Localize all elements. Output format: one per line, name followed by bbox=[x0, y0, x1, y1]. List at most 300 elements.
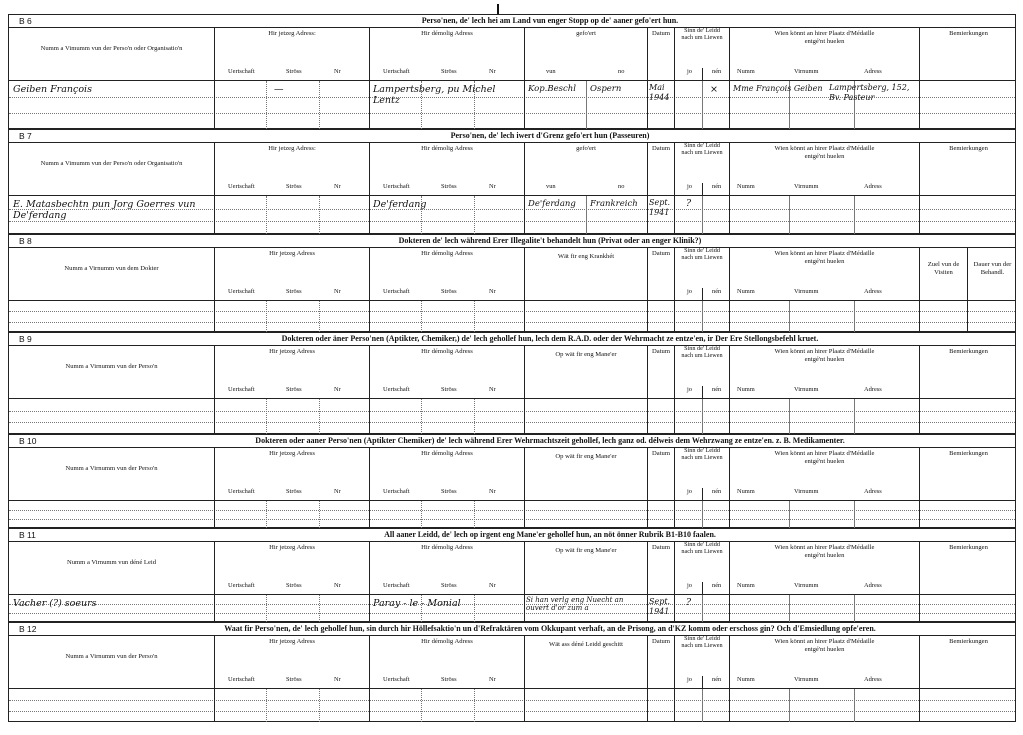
sub-label-uertschaft: Uertschaft bbox=[228, 582, 255, 589]
entry-from: De'ferdang bbox=[528, 199, 576, 209]
column-divider bbox=[369, 689, 370, 722]
sub-label-numm: Numm bbox=[737, 288, 755, 295]
entry-name: E. Matasbechtn pun Jorg Goerres vun De'ferdang bbox=[13, 199, 196, 221]
sub-label-uertschaft: Uertschaft bbox=[383, 68, 410, 75]
sub-label-stross: Ströss bbox=[441, 183, 457, 190]
sub-column-divider bbox=[789, 399, 790, 434]
sub-column-divider bbox=[421, 301, 422, 332]
column-divider bbox=[214, 689, 215, 722]
sub-column-divider bbox=[789, 196, 790, 234]
sub-label-stross: Ströss bbox=[441, 386, 457, 393]
yes-no-divider bbox=[702, 582, 703, 594]
column-detail bbox=[524, 27, 647, 80]
table-row[interactable] bbox=[9, 711, 1015, 722]
sub-label-numm: Numm bbox=[737, 676, 755, 683]
column-divider bbox=[729, 301, 730, 332]
questionnaire-page bbox=[8, 14, 1016, 722]
column-date bbox=[647, 541, 674, 594]
sub-label-numm: Numm bbox=[737, 68, 755, 75]
sub-column-divider bbox=[474, 595, 475, 622]
section-code: B 6 bbox=[19, 16, 32, 26]
column-divider bbox=[369, 501, 370, 528]
column-remarks-label: Bemierkungen bbox=[949, 638, 988, 645]
section-title: Perso'nen, de' lech hei am Land vun enger Stopp op de' aaner gefo'ert hun. bbox=[421, 16, 679, 25]
sub-column-divider bbox=[266, 689, 267, 722]
table-row[interactable] bbox=[9, 613, 1015, 622]
column-divider bbox=[524, 595, 525, 622]
section-code: B 8 bbox=[19, 236, 32, 246]
section-title: Perso'nen, de' lech iwert d'Grenz gefo'ert hun (Passeuren) bbox=[450, 131, 650, 140]
sub-column-divider bbox=[586, 196, 587, 234]
column-date-label: Datum bbox=[652, 30, 670, 37]
column-divider bbox=[729, 399, 730, 434]
column-divider bbox=[729, 81, 730, 129]
column-divider bbox=[214, 81, 215, 129]
section-code: B 9 bbox=[19, 334, 32, 344]
column-date bbox=[647, 27, 674, 80]
column-divider bbox=[369, 399, 370, 434]
section-code: B 10 bbox=[19, 436, 37, 446]
column-detail-label: Op wät fir eng Mane'er bbox=[555, 453, 617, 460]
column-medal-recipient-label: Wien könnt an hirer Plaatz d'Médaille entgé'nt huelen bbox=[774, 145, 875, 160]
sub-column-divider bbox=[319, 399, 320, 434]
section-title: All aaner Leidd, de' lech op irgent eng Mane'er gehollef hun, an nöt önner Rubrik B1-B10 faalen. bbox=[384, 530, 716, 539]
sub-label-nen: nén bbox=[712, 488, 722, 495]
sub-label-nr: Nr bbox=[489, 183, 496, 190]
column-remarks-label: Bemierkungen bbox=[949, 145, 988, 152]
sub-column-divider bbox=[702, 301, 703, 332]
sub-label-uertschaft: Uertschaft bbox=[383, 676, 410, 683]
column-medal-recipient-label: Wien könnt an hirer Plaatz d'Médaille entgé'nt huelen bbox=[774, 250, 875, 265]
column-divider bbox=[214, 196, 215, 234]
column-header-row bbox=[9, 541, 1015, 594]
sub-label-virnumm: Virnumm bbox=[794, 68, 819, 75]
column-remarks bbox=[919, 142, 1017, 195]
sub-label-nr: Nr bbox=[489, 488, 496, 495]
column-medal-recipient bbox=[729, 447, 919, 500]
sub-label-stross: Ströss bbox=[286, 183, 302, 190]
column-remarks bbox=[919, 27, 1017, 80]
column-header-row bbox=[9, 345, 1015, 398]
column-detail bbox=[524, 447, 647, 500]
column-divider bbox=[674, 301, 675, 332]
column-medal-recipient bbox=[729, 345, 919, 398]
column-detail-label: Op wät fir eng Mane'er bbox=[555, 547, 617, 554]
sub-label-adress: Adress bbox=[864, 183, 882, 190]
sub-column-divider bbox=[421, 689, 422, 722]
column-divider bbox=[369, 196, 370, 234]
table-row[interactable] bbox=[9, 519, 1015, 528]
sub-column-divider bbox=[474, 196, 475, 234]
column-detail-label: gefo'ert bbox=[576, 145, 596, 152]
sub-label-nen: nén bbox=[712, 582, 722, 589]
column-medal-recipient bbox=[729, 142, 919, 195]
sub-label-stross: Ströss bbox=[286, 582, 302, 589]
sub-label-nen: nén bbox=[712, 676, 722, 683]
sub-column-divider bbox=[854, 301, 855, 332]
sub-column-divider bbox=[319, 595, 320, 622]
column-name bbox=[9, 447, 214, 500]
column-current-address-label: Hir jetzeg Adress bbox=[269, 250, 315, 257]
entry-former-address: Lampertsberg, pu Michel Lentz bbox=[373, 84, 496, 106]
sub-label-nr: Nr bbox=[489, 582, 496, 589]
entry-rows bbox=[9, 80, 1015, 129]
sub-label-uertschaft: Uertschaft bbox=[383, 488, 410, 495]
column-divider bbox=[919, 595, 920, 622]
sub-column-divider bbox=[854, 689, 855, 722]
sub-label-nr: Nr bbox=[334, 68, 341, 75]
sub-column-divider bbox=[474, 689, 475, 722]
column-medal-recipient bbox=[729, 27, 919, 80]
sub-column-divider bbox=[319, 81, 320, 129]
sub-label-nen: nén bbox=[712, 68, 722, 75]
sub-label-adress: Adress bbox=[864, 488, 882, 495]
sub-label-uertschaft: Uertschaft bbox=[228, 68, 255, 75]
column-former-address-label: Hir démolig Adress bbox=[421, 348, 473, 355]
section-title: Dokteren de' lech während Erer Illegalite't behandelt hun (Privat oder an enger Klinik?) bbox=[398, 236, 702, 245]
sub-label-uertschaft: Uertschaft bbox=[383, 183, 410, 190]
sub-label-uertschaft: Uertschaft bbox=[228, 288, 255, 295]
column-remarks bbox=[919, 345, 1017, 398]
section-b-7 bbox=[8, 129, 1016, 234]
sub-label-jo: jo bbox=[687, 183, 692, 190]
sub-label-uertschaft: Uertschaft bbox=[228, 386, 255, 393]
sub-label-stross: Ströss bbox=[441, 676, 457, 683]
sub-column-divider bbox=[474, 301, 475, 332]
column-date-label: Datum bbox=[652, 145, 670, 152]
column-date-label: Datum bbox=[652, 638, 670, 645]
column-divider bbox=[919, 399, 920, 434]
column-name bbox=[9, 27, 214, 80]
column-medal-recipient-label: Wien könnt an hirer Plaatz d'Médaille entgé'nt huelen bbox=[774, 30, 875, 45]
sub-label-virnumm: Virnumm bbox=[794, 183, 819, 190]
sub-label-vun: vun bbox=[546, 183, 556, 190]
sub-label-adress: Adress bbox=[864, 676, 882, 683]
column-medal-recipient-label: Wien könnt an hirer Plaatz d'Médaille entgé'nt huelen bbox=[774, 348, 875, 363]
sub-label-numm: Numm bbox=[737, 386, 755, 393]
section-code: B 12 bbox=[19, 624, 37, 634]
column-name-label: Numm a Vimumm vun der Perso'n oder Organisatio'n bbox=[40, 160, 183, 167]
column-medal-recipient-label: Wien könnt an hirer Plaatz d'Médaille entgé'nt huelen bbox=[774, 450, 875, 465]
column-former-address-label: Hir démolig Adress bbox=[421, 638, 473, 645]
column-remarks bbox=[919, 447, 1017, 500]
column-divider bbox=[674, 399, 675, 434]
sub-column-divider bbox=[474, 399, 475, 434]
column-medal-recipient-label: Wien könnt an hirer Plaatz d'Médaille entgé'nt huelen bbox=[774, 638, 875, 653]
sub-label-adress: Adress bbox=[864, 386, 882, 393]
column-date bbox=[647, 247, 674, 300]
column-remarks-label: Bemierkungen bbox=[949, 450, 988, 457]
column-divider bbox=[214, 501, 215, 528]
table-row[interactable] bbox=[9, 322, 1015, 332]
column-name-label: Numm a Virnumm vun déné Leid bbox=[66, 559, 157, 566]
table-row[interactable] bbox=[9, 422, 1015, 434]
column-still-alive-label: Sinn de' Leidd nach um Liewen bbox=[681, 447, 723, 461]
column-divider bbox=[919, 196, 920, 234]
sub-column-divider bbox=[702, 81, 703, 129]
sub-column-divider bbox=[854, 595, 855, 622]
column-header-row bbox=[9, 27, 1015, 80]
sub-label-uertschaft: Uertschaft bbox=[383, 288, 410, 295]
column-former-address-label: Hir démolig Adress bbox=[421, 145, 473, 152]
sub-label-adress: Adress bbox=[864, 582, 882, 589]
sub-label-nr: Nr bbox=[334, 488, 341, 495]
column-divider bbox=[647, 501, 648, 528]
sub-label-stross: Ströss bbox=[286, 676, 302, 683]
column-medal-recipient-label: Wien könnt an hirer Plaatz d'Médaille entgé'nt huelen bbox=[774, 544, 875, 559]
sub-label-nr: Nr bbox=[489, 676, 496, 683]
column-name bbox=[9, 345, 214, 398]
sub-column-divider bbox=[421, 399, 422, 434]
entry-rows bbox=[9, 300, 1015, 332]
sub-label-stross: Ströss bbox=[286, 288, 302, 295]
column-date bbox=[647, 142, 674, 195]
sub-label-stross: Ströss bbox=[286, 68, 302, 75]
sub-label-stross: Ströss bbox=[441, 582, 457, 589]
yes-no-divider bbox=[702, 183, 703, 195]
sub-label-adress: Adress bbox=[864, 288, 882, 295]
column-divider bbox=[647, 595, 648, 622]
section-b-12 bbox=[8, 622, 1016, 722]
sub-column-divider bbox=[266, 595, 267, 622]
sub-label-vun: vun bbox=[546, 68, 556, 75]
sub-column-divider bbox=[702, 196, 703, 234]
column-date bbox=[647, 345, 674, 398]
column-date bbox=[647, 447, 674, 500]
column-remarks-label: Bemierkungen bbox=[949, 544, 988, 551]
section-code: B 11 bbox=[19, 530, 36, 540]
sub-label-nr: Nr bbox=[334, 676, 341, 683]
column-date-label: Datum bbox=[652, 544, 670, 551]
sub-column-divider bbox=[702, 399, 703, 434]
entry-date: Mai 1944 bbox=[649, 83, 670, 102]
column-header-row bbox=[9, 635, 1015, 688]
column-divider bbox=[524, 501, 525, 528]
sub-column-divider bbox=[702, 689, 703, 722]
section-b-10 bbox=[8, 434, 1016, 528]
sub-label-nr: Nr bbox=[489, 288, 496, 295]
column-divider bbox=[647, 81, 648, 129]
sub-column-divider bbox=[266, 399, 267, 434]
column-former-address-label: Hir démolig Adress bbox=[421, 30, 473, 37]
column-divider bbox=[647, 196, 648, 234]
column-current-address-label: Hir jetzeg Adress bbox=[269, 348, 315, 355]
sub-label-jo: jo bbox=[687, 676, 692, 683]
sub-label-stross: Ströss bbox=[286, 488, 302, 495]
sub-label-uertschaft: Uertschaft bbox=[383, 582, 410, 589]
sub-label-virnumm: Virnumm bbox=[794, 488, 819, 495]
entry-to: Frankreich bbox=[590, 199, 638, 209]
column-duration-label: Dauer vun der Behandl. bbox=[973, 261, 1012, 276]
entry-name: Vacher (?) soeurs bbox=[13, 598, 97, 609]
column-divider bbox=[647, 301, 648, 332]
column-name bbox=[9, 635, 214, 688]
column-medal-recipient bbox=[729, 635, 919, 688]
entry-rows bbox=[9, 688, 1015, 722]
section-b-6 bbox=[8, 14, 1016, 129]
column-detail-label: Op wät fir eng Mane'er bbox=[555, 351, 617, 358]
sub-column-divider bbox=[319, 501, 320, 528]
column-divider bbox=[729, 689, 730, 722]
sub-column-divider bbox=[789, 301, 790, 332]
yes-no-divider bbox=[702, 288, 703, 300]
table-row[interactable] bbox=[9, 113, 1015, 129]
sub-label-nen: nén bbox=[712, 183, 722, 190]
column-visits bbox=[919, 247, 967, 300]
sub-label-adress: Adress bbox=[864, 68, 882, 75]
column-detail-label: gefo'ert bbox=[576, 30, 596, 37]
column-detail-label: Wät ass déné Leidd geschitt bbox=[549, 641, 623, 648]
column-current-address-label: Hir jetzeg Adress bbox=[269, 544, 315, 551]
column-remarks-label: Bemierkungen bbox=[949, 348, 988, 355]
column-date-label: Datum bbox=[652, 348, 670, 355]
entry-medal-name: Mme François Geiben bbox=[733, 84, 823, 93]
column-still-alive-label: Sinn de' Leidd nach um Liewen bbox=[681, 345, 723, 359]
section-title: Dokteren oder äner Perso'nen (Aptikter, Chemiker,) de' lech gehollef hun, lech dem R.A.D. oder der Wehrmacht ze entze'en, ir Der Ere Stellongsbefehl kruet. bbox=[281, 334, 819, 343]
column-current-address-label: Hir jetzeg Adress: bbox=[268, 145, 316, 152]
column-divider bbox=[674, 501, 675, 528]
sub-label-nr: Nr bbox=[334, 582, 341, 589]
sub-column-divider bbox=[586, 81, 587, 129]
column-date-label: Datum bbox=[652, 450, 670, 457]
column-name bbox=[9, 247, 214, 300]
yes-no-divider bbox=[702, 488, 703, 500]
column-date-label: Datum bbox=[652, 250, 670, 257]
column-name-label: Numm a Virnumm vun dem Dokter bbox=[64, 265, 159, 272]
column-divider bbox=[524, 301, 525, 332]
column-still-alive-label: Sinn de' Leidd nach um Liewen bbox=[681, 27, 723, 41]
column-name-label: Numm a Virnumm vun der Perso'n bbox=[65, 363, 158, 370]
sub-column-divider bbox=[702, 595, 703, 622]
sub-label-uertschaft: Uertschaft bbox=[383, 386, 410, 393]
yes-no-divider bbox=[702, 386, 703, 398]
column-date bbox=[647, 635, 674, 688]
column-name bbox=[9, 541, 214, 594]
sub-column-divider bbox=[266, 81, 267, 129]
section-b-8 bbox=[8, 234, 1016, 332]
sub-column-divider bbox=[319, 689, 320, 722]
column-still-alive-label: Sinn de' Leidd nach um Liewen bbox=[681, 635, 723, 649]
entry-rows bbox=[9, 195, 1015, 234]
column-divider bbox=[214, 595, 215, 622]
sub-label-jo: jo bbox=[687, 488, 692, 495]
sub-label-no: no bbox=[618, 68, 625, 75]
sub-column-divider bbox=[266, 301, 267, 332]
column-divider bbox=[647, 689, 648, 722]
section-b-11 bbox=[8, 528, 1016, 622]
entry-medal-address: Lampertsberg, 152, Bv. Pasteur bbox=[829, 83, 910, 102]
column-name bbox=[9, 142, 214, 195]
sub-label-jo: jo bbox=[687, 386, 692, 393]
sub-column-divider bbox=[789, 501, 790, 528]
sub-label-stross: Ströss bbox=[441, 488, 457, 495]
sub-column-divider bbox=[854, 501, 855, 528]
column-still-alive-label: Sinn de' Leidd nach um Liewen bbox=[681, 142, 723, 156]
entry-to: Ospern bbox=[590, 84, 622, 94]
entry-yes: ? bbox=[686, 597, 692, 608]
sub-column-divider bbox=[421, 501, 422, 528]
table-row[interactable] bbox=[9, 221, 1015, 234]
column-medal-recipient bbox=[729, 247, 919, 300]
column-remarks bbox=[919, 635, 1017, 688]
sub-column-divider bbox=[854, 399, 855, 434]
sub-column-divider bbox=[854, 196, 855, 234]
sub-column-divider bbox=[789, 689, 790, 722]
column-divider bbox=[729, 595, 730, 622]
column-duration bbox=[967, 247, 1017, 300]
column-current-address-label: Hir jetzeg Adress: bbox=[268, 30, 316, 37]
sub-label-numm: Numm bbox=[737, 183, 755, 190]
column-divider bbox=[524, 399, 525, 434]
column-name-label: Numm a Virnumm vun der Perso'n bbox=[65, 653, 158, 660]
sub-column-divider bbox=[702, 501, 703, 528]
column-divider bbox=[524, 196, 525, 234]
sub-label-virnumm: Virnumm bbox=[794, 288, 819, 295]
column-divider bbox=[967, 301, 968, 332]
sub-label-nr: Nr bbox=[334, 386, 341, 393]
sub-column-divider bbox=[319, 301, 320, 332]
sub-column-divider bbox=[266, 501, 267, 528]
column-divider bbox=[369, 81, 370, 129]
entry-rows bbox=[9, 500, 1015, 528]
sub-label-jo: jo bbox=[687, 288, 692, 295]
entry-name: Geiben François bbox=[13, 84, 92, 95]
column-divider bbox=[674, 689, 675, 722]
column-header-row bbox=[9, 447, 1015, 500]
column-divider bbox=[369, 595, 370, 622]
sub-label-jo: jo bbox=[687, 68, 692, 75]
column-still-alive-label: Sinn de' Leidd nach um Liewen bbox=[681, 247, 723, 261]
sub-label-no: no bbox=[618, 183, 625, 190]
column-former-address-label: Hir démolig Adress bbox=[421, 544, 473, 551]
entry-date: Sept. 1941 bbox=[649, 597, 671, 616]
sub-label-stross: Ströss bbox=[286, 386, 302, 393]
sub-label-nr: Nr bbox=[334, 183, 341, 190]
entry-from: Kop.Beschl bbox=[528, 84, 576, 94]
section-code: B 7 bbox=[19, 131, 32, 141]
entry-no: × bbox=[710, 84, 718, 95]
column-current-address-label: Hir jetzeg Adress bbox=[269, 638, 315, 645]
entry-rows bbox=[9, 398, 1015, 434]
column-former-address-label: Hir démolig Adress bbox=[421, 250, 473, 257]
section-title: Waat fir Perso'nen, de' lech gehollef hun, sin durch hir Höllefsaktio'n un d'Refraktären vom Okkupant verhaft, an de Prisong, an d'KZ komm oder erschoss gin? Och d'Emsiedlung opfe'eren. bbox=[224, 624, 876, 633]
sub-label-uertschaft: Uertschaft bbox=[228, 488, 255, 495]
sub-column-divider bbox=[266, 196, 267, 234]
column-remarks-label: Bemierkungen bbox=[949, 30, 988, 37]
column-divider bbox=[729, 196, 730, 234]
sub-label-virnumm: Virnumm bbox=[794, 386, 819, 393]
section-title: Dokteren oder aaner Perso'nen (Aptikter Chemiker) de' lech während Erer Wehrmachtszeit gehollef, lech ganz od. délweis dem Wehrzwang ze entze'en. z. B. Medikamenter. bbox=[255, 436, 845, 445]
sub-label-stross: Ströss bbox=[441, 68, 457, 75]
sub-column-divider bbox=[319, 196, 320, 234]
column-divider bbox=[919, 689, 920, 722]
column-divider bbox=[647, 399, 648, 434]
column-divider bbox=[524, 689, 525, 722]
column-medal-recipient bbox=[729, 541, 919, 594]
column-remarks bbox=[919, 541, 1017, 594]
column-name-label: Numm a Virnumm vun der Perso'n bbox=[65, 465, 158, 472]
entry-former-address: De'ferdang bbox=[373, 199, 427, 210]
column-divider bbox=[214, 399, 215, 434]
sub-label-nen: nén bbox=[712, 386, 722, 393]
column-still-alive-label: Sinn de' Leidd nach um Liewen bbox=[681, 541, 723, 555]
entry-current-address: — bbox=[274, 84, 284, 95]
sub-column-divider bbox=[474, 501, 475, 528]
yes-no-divider bbox=[702, 68, 703, 80]
sub-label-nen: nén bbox=[712, 288, 722, 295]
sub-label-virnumm: Virnumm bbox=[794, 676, 819, 683]
column-divider bbox=[524, 81, 525, 129]
